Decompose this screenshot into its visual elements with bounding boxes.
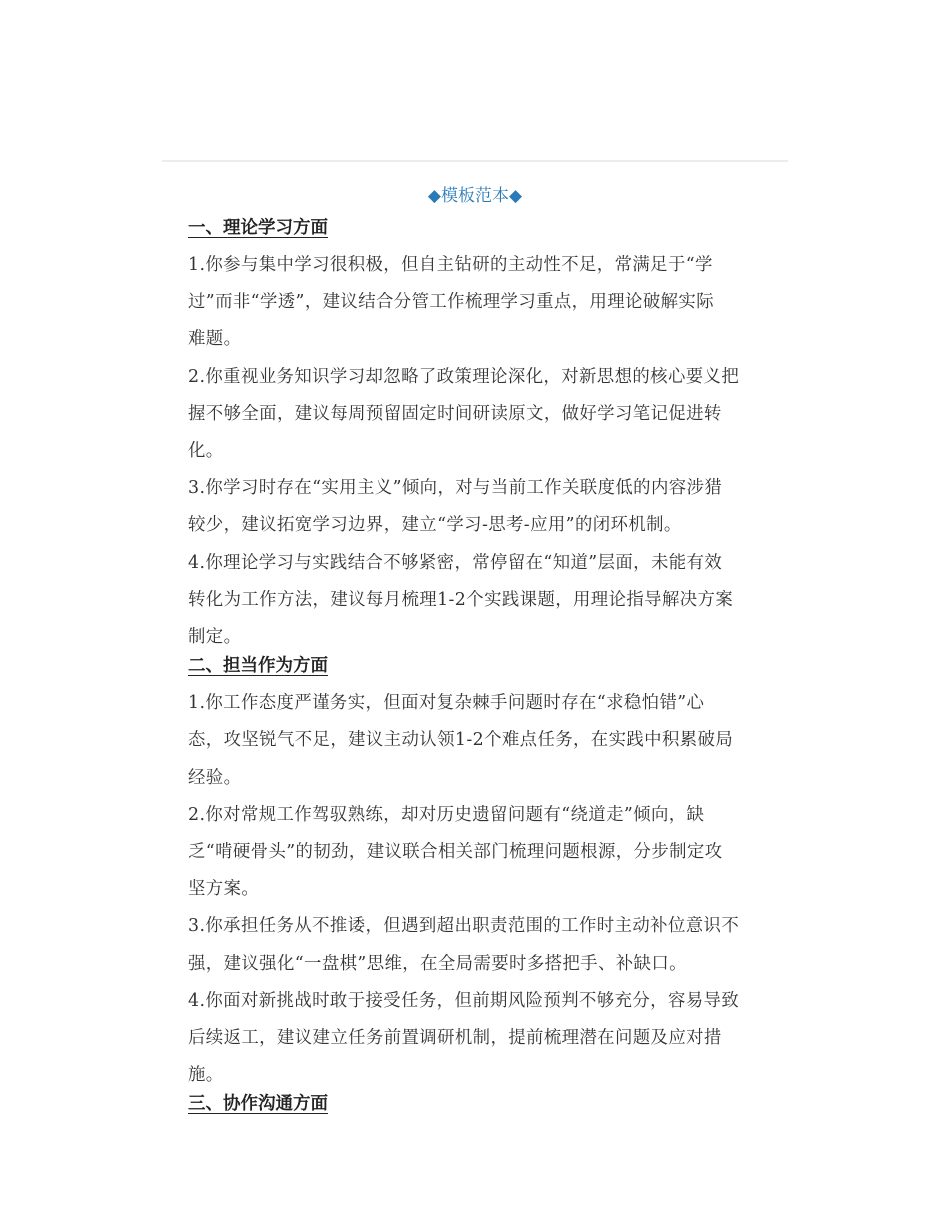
text-line: 3.你承担任务从不推诿，但遇到超出职责范围的工作时主动补位意识不	[188, 916, 740, 937]
list-item	[188, 359, 788, 471]
text-line: 态，攻坚锐气不足，建议主动认领1-2个难点任务，在实践中积累破局	[188, 730, 734, 751]
section	[188, 654, 788, 1094]
document-body	[188, 216, 788, 1121]
list-item	[188, 545, 788, 657]
text-line: 4.你理论学习与实践结合不够紧密，常停留在“知道”层面，未能有效	[188, 552, 723, 573]
text-line: 较少，建议拓宽学习边界，建立“学习-思考-应用”的闭环机制。	[188, 515, 682, 536]
text-line: 2.你对常规工作驾驭熟练，却对历史遗留问题有“绕道走”倾向，缺	[188, 804, 705, 825]
text-line: 经验。	[188, 767, 242, 788]
text-line: 难题。	[188, 329, 242, 350]
text-line: 1.你工作态度严谨务实，但面对复杂棘手问题时存在“求稳怕错”心	[188, 693, 705, 714]
text-line: 过”而非“学透”，建议结合分管工作梳理学习重点，用理论破解实际	[188, 292, 715, 313]
list-item	[188, 908, 788, 982]
text-line: 制定。	[188, 627, 242, 648]
section-heading: 一、理论学习方面	[188, 218, 328, 238]
text-line: 强，建议强化“一盘棋”思维，在全局需要时多搭把手、补缺口。	[188, 953, 687, 974]
text-line: 握不够全面，建议每周预留固定时间研读原文，做好学习笔记促进转	[188, 403, 722, 424]
text-line: 施。	[188, 1065, 224, 1086]
list-item	[188, 470, 788, 544]
section-heading: 三、协作沟通方面	[188, 1094, 328, 1115]
text-line: 坚方案。	[188, 879, 260, 900]
text-line: 4.你面对新挑战时敢于接受任务，但前期风险预判不够充分，容易导致	[188, 990, 740, 1011]
text-line: 3.你学习时存在“实用主义”倾向，对与当前工作关联度低的内容涉猎	[188, 478, 723, 499]
section	[188, 1092, 788, 1116]
section-heading: 二、担当作为方面	[188, 656, 328, 677]
text-line: 1.你参与集中学习很积极，但自主钻研的主动性不足，常满足于“学	[188, 255, 713, 275]
list-item	[188, 247, 788, 359]
text-line: 后续返工，建议建立任务前置调研机制，提前梳理潜在问题及应对措	[188, 1028, 722, 1049]
list-item	[188, 797, 788, 909]
list-item	[188, 983, 788, 1095]
text-line: 乏“啃硬骨头”的韧劲，建议联合相关部门梳理问题根源，分步制定攻	[188, 842, 723, 863]
text-line: 2.你重视业务知识学习却忽略了政策理论深化，对新思想的核心要义把	[188, 366, 740, 387]
top-divider	[162, 160, 788, 162]
document-title: ◆模板范本◆	[427, 186, 523, 206]
section	[188, 216, 788, 656]
text-line: 转化为工作方法，建议每月梳理1-2个实践课题，用理论指导解决方案	[188, 589, 734, 610]
text-line: 化。	[188, 441, 224, 462]
list-item	[188, 685, 788, 797]
